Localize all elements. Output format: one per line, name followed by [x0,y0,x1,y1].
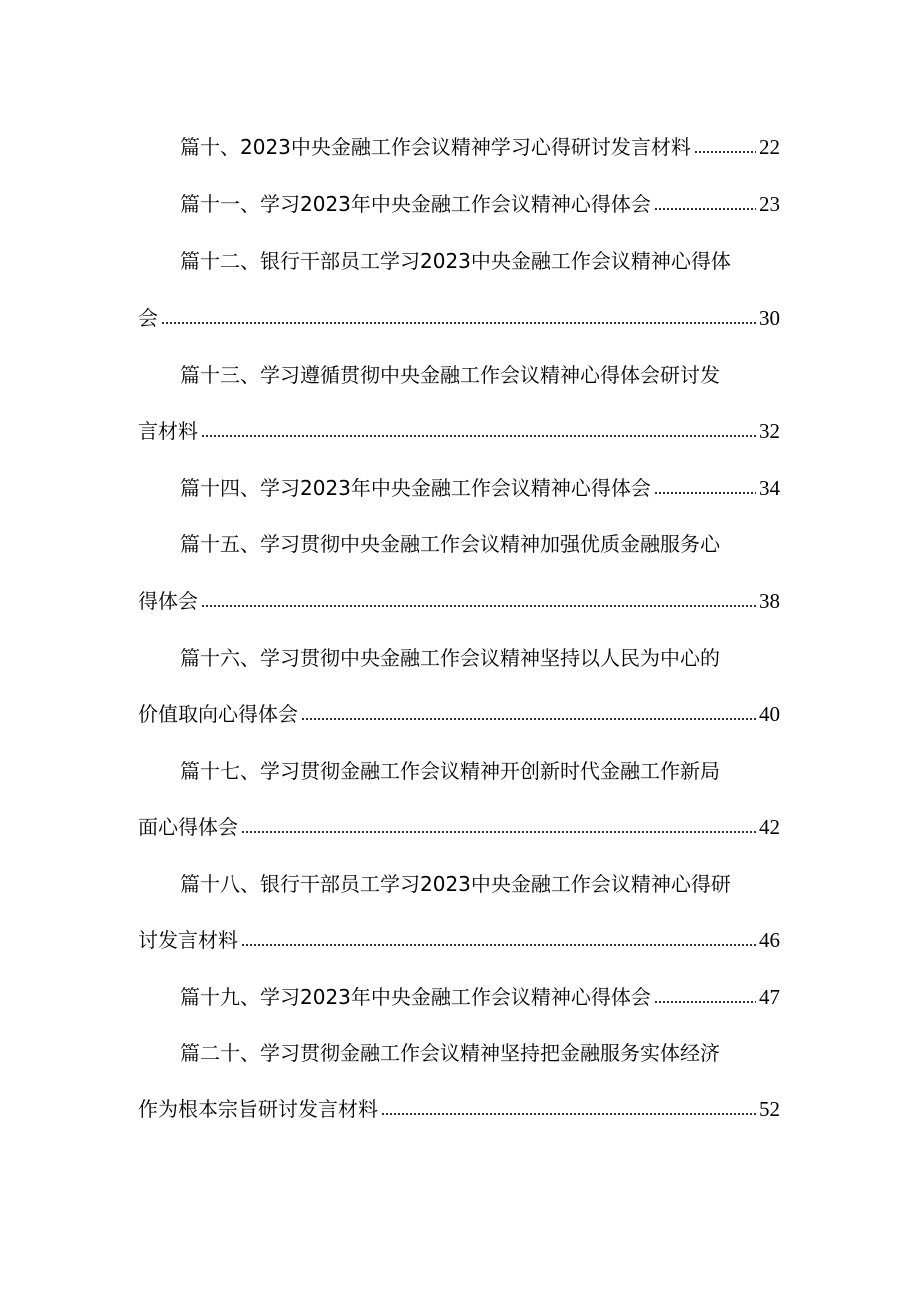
toc-leader-dots [301,717,756,721]
toc-entry-title: 篇十四、学习2023年中央金融工作会议精神心得体会 [180,476,651,500]
toc-entry-title: 篇十三、学习遵循贯彻中央金融工作会议精神心得体会研讨发 [180,363,720,387]
toc-page-number: 34 [759,476,780,500]
toc-page-number: 38 [759,589,780,613]
toc-entry-line2[interactable] [138,812,780,842]
toc-page-number: 30 [759,306,780,330]
toc-entry-title: 篇十、2023中央金融工作会议精神学习心得研讨发言材料 [180,135,691,159]
toc-entry-title: 篇十一、学习2023年中央金融工作会议精神心得体会 [180,192,651,216]
toc-page-number: 52 [759,1097,780,1121]
toc-entry-line1[interactable] [180,246,731,276]
toc-leader-dots [241,830,756,834]
toc-entry-line1[interactable] [180,529,720,559]
toc-leader-dots [201,604,756,608]
toc-entry-title-cont: 讨发言材料 [138,928,238,952]
toc-entry-title-cont: 价值取向心得体会 [138,702,298,726]
toc-entry-title: 篇二十、学习贯彻金融工作会议精神坚持把金融服务实体经济 [180,1041,720,1065]
toc-entry[interactable] [180,982,780,1012]
toc-leader-dots [654,491,756,495]
toc-entry[interactable] [180,189,780,219]
toc-page-number: 32 [759,419,780,443]
toc-entry-line2[interactable] [138,699,780,729]
toc-entry-line2[interactable] [138,416,780,446]
toc-entry-title-cont: 面心得体会 [138,815,238,839]
toc-entry-line1[interactable] [180,869,731,899]
toc-leader-dots [161,321,756,325]
toc-entry-title-cont: 言材料 [138,419,198,443]
toc-entry-line2[interactable] [138,1094,780,1124]
toc-entry-title-cont: 会 [138,306,158,330]
toc-leader-dots [201,434,756,438]
toc-entry-title: 篇十二、银行干部员工学习2023中央金融工作会议精神心得体 [180,249,731,273]
toc-page-number: 22 [759,135,780,159]
toc-leader-dots [694,150,756,154]
toc-entry[interactable] [180,132,780,162]
toc-page-number: 42 [759,815,780,839]
toc-entry[interactable] [180,473,780,503]
toc-entry-title: 篇十九、学习2023年中央金融工作会议精神心得体会 [180,985,651,1009]
toc-entry-line1[interactable] [180,1038,720,1068]
toc-entry-title: 篇十七、学习贯彻金融工作会议精神开创新时代金融工作新局 [180,759,720,783]
toc-leader-dots [654,1000,756,1004]
toc-entry-title: 篇十六、学习贯彻中央金融工作会议精神坚持以人民为中心的 [180,646,720,670]
toc-entry-line2[interactable] [138,925,780,955]
toc-entry-title-cont: 得体会 [138,589,198,613]
toc-leader-dots [654,207,756,211]
toc-entry-title: 篇十八、银行干部员工学习2023中央金融工作会议精神心得研 [180,872,731,896]
toc-entry-title: 篇十五、学习贯彻中央金融工作会议精神加强优质金融服务心 [180,532,720,556]
toc-page-number: 23 [759,192,780,216]
toc-entry-line1[interactable] [180,643,720,673]
toc-entry-line2[interactable] [138,303,780,333]
toc-page-number: 46 [759,928,780,952]
toc-entry-line1[interactable] [180,756,720,786]
toc-entry-title-cont: 作为根本宗旨研讨发言材料 [138,1097,378,1121]
toc-entry-line2[interactable] [138,586,780,616]
toc-leader-dots [241,943,756,947]
toc-page-number: 47 [759,985,780,1009]
toc-leader-dots [381,1112,756,1116]
toc-entry-line1[interactable] [180,360,720,390]
toc-page-number: 40 [759,702,780,726]
